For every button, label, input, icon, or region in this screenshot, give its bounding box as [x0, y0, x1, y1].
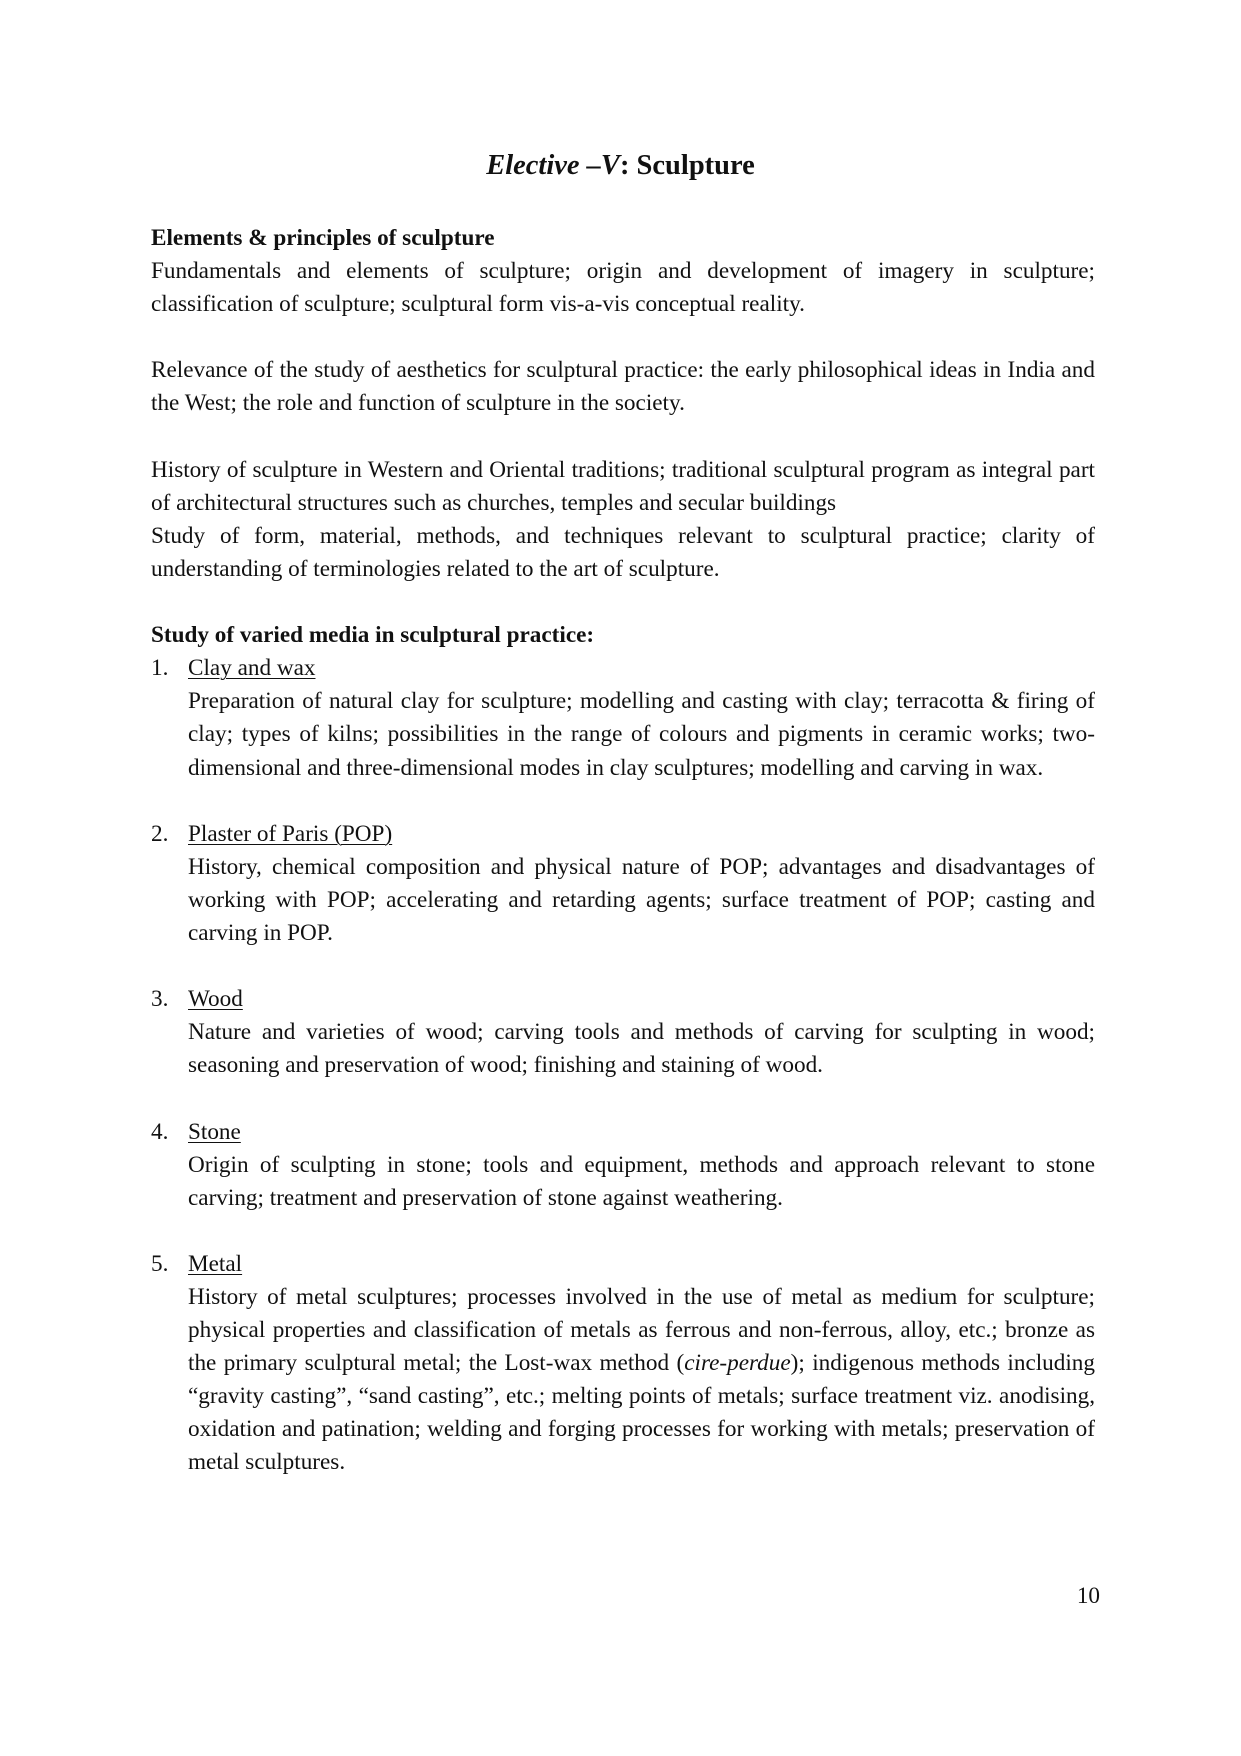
list-item-description: History, chemical composition and physical nature of POP; advantages and disadvantages of working with POP; accelerating and retarding agents; surface treatment of POP; casting and carving in POP. [188, 853, 1095, 946]
list-item-title: Metal [188, 1250, 243, 1277]
metal-desc-part-2: ); indigenous methods including “gravity casting”, “sand casting”, etc.; melting points of metals; surface treatment viz. anodising, oxidation and patination; welding and forging processes for working with metals; preservation of metal sculptures. [188, 1350, 1095, 1476]
list-item-description: Nature and varieties of wood; carving tools and methods of carving for sculpting in wood; seasoning and preservation of wood; finishing and staining of wood. [188, 1019, 1095, 1079]
list-item-description: Preparation of natural clay for sculpture; modelling and casting with clay; terracotta & firing of clay; types of kilns; possibilities in the range of colours and pigments in ceramic works; two-dimensional and three-dimensional modes in clay sculptures; modelling and carving in wax. [188, 688, 1095, 781]
list-item-plaster-of-paris [151, 818, 1095, 950]
paragraph-study-of-form: Study of form, material, methods, and techniques relevant to sculptural practice; clarity of understanding of terminologies related to the art of sculpture. [151, 522, 1095, 582]
page-title [0, 146, 1241, 186]
title-elective: Elective –V [486, 150, 620, 181]
list-item-description [188, 1281, 1095, 1480]
list-item-number: 1. [151, 655, 169, 682]
list-item-number: 2. [151, 820, 169, 847]
list-item-number: 5. [151, 1250, 169, 1277]
list-item-number: 4. [151, 1118, 169, 1145]
list-item-title: Stone [188, 1118, 241, 1145]
list-item-metal [151, 1248, 1095, 1480]
paragraph-fundamentals: Fundamentals and elements of sculpture; origin and development of imagery in sculpture; classification of sculpture; sculptural form vis-a-vis conceptual reality. [151, 258, 1095, 318]
list-item-number: 3. [151, 986, 169, 1013]
media-list [151, 652, 1095, 1479]
list-item-clay-and-wax [151, 652, 1095, 784]
metal-desc-italic-term: cire-perdue [684, 1350, 791, 1377]
document-body [151, 222, 1095, 1480]
list-item-title: Plaster of Paris (POP) [188, 820, 393, 847]
list-item-description: Origin of sculpting in stone; tools and equipment, methods and approach relevant to stone carving; treatment and preservation of stone against weathering. [188, 1151, 1095, 1211]
section-heading-elements: Elements & principles of sculpture [151, 225, 495, 251]
list-item-title: Clay and wax [188, 655, 316, 682]
section-heading-media: Study of varied media in sculptural practice: [151, 622, 595, 649]
list-item-title: Wood [188, 986, 243, 1013]
list-item-stone [151, 1116, 1095, 1215]
title-subject: : Sculpture [619, 150, 755, 181]
list-item-wood [151, 983, 1095, 1082]
page-number: 10 [1076, 1583, 1100, 1609]
metal-desc-part-1: History of metal sculptures; processes involved in the use of metal as medium for sculpture; physical properties and classification of metals as ferrous and non-ferrous, alloy, etc.; bronze as the primary sculptural metal; the Lost-wax method ( [188, 1284, 1095, 1377]
paragraph-history: History of sculpture in Western and Oriental traditions; traditional sculptural program as integral part of architectural structures such as churches, temples and secular buildings [151, 456, 1095, 516]
paragraph-aesthetics: Relevance of the study of aesthetics for sculptural practice: the early philosophical ideas in India and the West; the role and function of sculpture in the society. [151, 357, 1095, 417]
